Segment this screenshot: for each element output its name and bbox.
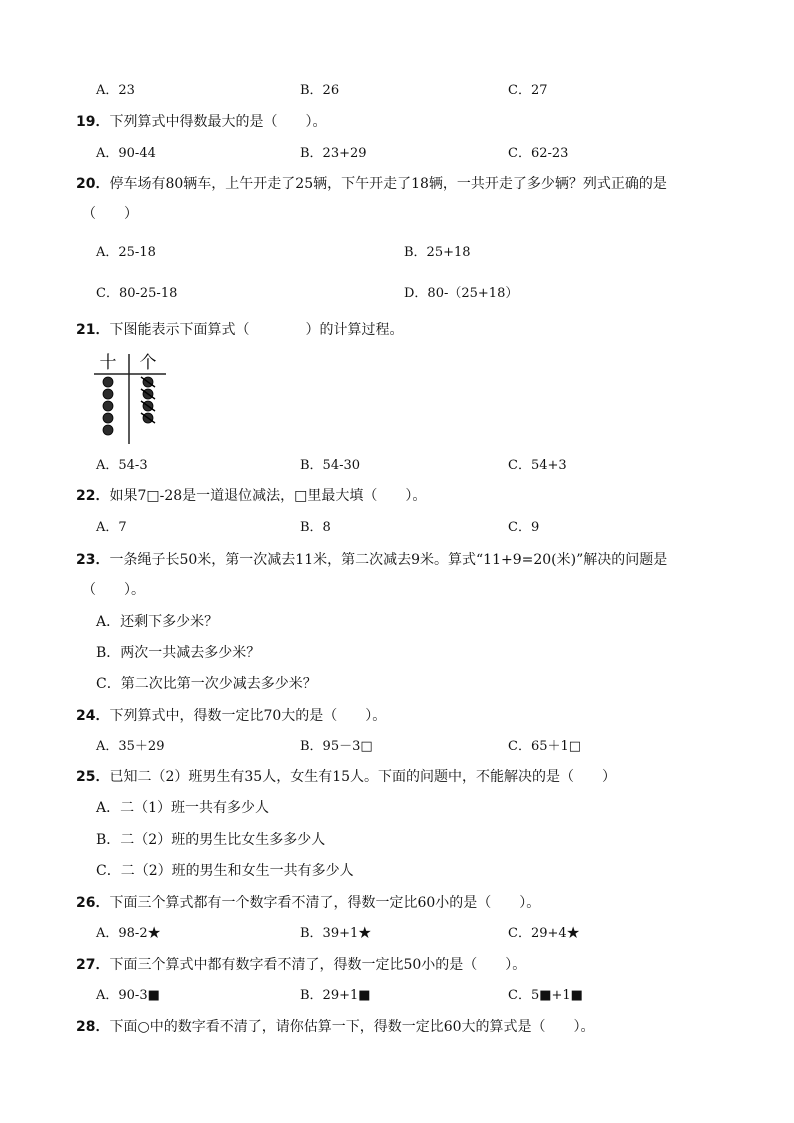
question-26 (76, 892, 540, 914)
question-number: 24． (76, 708, 110, 724)
option-b[interactable]: B．26 (300, 83, 340, 98)
option-b[interactable]: B．29+1■ (300, 988, 371, 1003)
option-b[interactable]: B．39+1★ (300, 926, 372, 941)
question-22 (76, 485, 426, 507)
option-c[interactable]: C．80-25-18 (96, 286, 178, 301)
question-number: 19． (76, 114, 110, 130)
question-text: 下列算式中，得数一定比70大的是（ ）。 (109, 708, 387, 724)
option-a[interactable]: A．35＋29 (96, 739, 165, 754)
option-d[interactable]: D．80-（25+18） (404, 286, 519, 301)
question-number: 23． (76, 552, 110, 568)
option-a[interactable]: A．98-2★ (96, 926, 161, 941)
option-a[interactable]: A．54-3 (96, 458, 148, 473)
option-a[interactable]: A．23 (96, 83, 135, 98)
option-c[interactable]: C．第二次比第一次少减去多少米？ (96, 676, 317, 692)
question-19-options (0, 143, 794, 165)
question-text: 下面三个算式都有一个数字看不清了，得数一定比60小的是（ ）。 (109, 895, 541, 911)
question-text: 一条绳子长50米，第一次减去11米，第二次减去9米。算式“11+9=20(米)”解决的问题是 (109, 552, 668, 568)
tens-bead (103, 401, 113, 411)
option-b[interactable]: B．23+29 (300, 146, 367, 161)
option-c[interactable]: C．29+4★ (508, 926, 580, 941)
question-21-options (0, 455, 794, 477)
option-a[interactable]: A．90-44 (96, 146, 156, 161)
option-b[interactable]: B．二（2）班的男生比女生多多少人 (96, 832, 326, 848)
question-text: 下列算式中得数最大的是（ ）。 (109, 114, 327, 130)
question-20-options-row1 (0, 242, 794, 264)
question-19 (76, 111, 326, 133)
option-a[interactable]: A．还剩下多少米？ (96, 614, 219, 630)
question-25 (76, 766, 616, 788)
question-20 (76, 173, 667, 195)
question-text: 下图能表示下面算式（ ）的计算过程。 (109, 322, 404, 338)
question-23 (76, 549, 667, 571)
question-20-options-row2 (0, 283, 794, 305)
option-b[interactable]: B．95－3□ (300, 739, 373, 754)
question-28 (76, 1016, 595, 1038)
question-24 (76, 705, 386, 727)
tens-label: 十 (99, 353, 117, 373)
question-number: 21． (76, 322, 110, 338)
question-text: 下面○中的数字看不清了，请你估算一下，得数一定比60大的算式是（ ）。 (109, 1019, 595, 1035)
question-20-continued (82, 203, 138, 225)
option-c[interactable]: C．65＋1□ (508, 739, 582, 754)
question-23-continued (82, 579, 145, 601)
option-b[interactable]: B．8 (300, 520, 331, 535)
tens-bead-column (103, 377, 113, 435)
question-number: 25． (76, 769, 110, 785)
question-text: 停车场有80辆车，上午开走了25辆，下午开走了18辆，一共开走了多少辆？列式正确的是 (109, 176, 667, 192)
option-a[interactable]: A．7 (96, 520, 127, 535)
option-a[interactable]: A．二（1）班一共有多少人 (96, 800, 270, 816)
tens-bead (103, 389, 113, 399)
tens-bead (103, 413, 113, 423)
question-text: 下面三个算式中都有数字看不清了，得数一定比50小的是（ ）。 (109, 957, 527, 973)
question-number: 28． (76, 1019, 110, 1035)
question-number: 26． (76, 895, 110, 911)
question-number: 27． (76, 957, 110, 973)
option-c[interactable]: C．27 (508, 83, 548, 98)
counting-frame-diagram (92, 352, 172, 446)
question-27 (76, 954, 526, 976)
option-c[interactable]: C．62-23 (508, 146, 569, 161)
option-b[interactable]: B．25+18 (404, 245, 471, 260)
option-a[interactable]: A．25-18 (96, 245, 156, 260)
question-text: 如果7□-28是一道退位减法，□里最大填（ ）。 (109, 488, 427, 504)
question-24-options (0, 736, 794, 758)
option-c[interactable]: C．二（2）班的男生和女生一共有多少人 (96, 863, 354, 879)
question-number: 20． (76, 176, 110, 192)
question-18-options (0, 80, 794, 102)
question-21 (76, 319, 403, 341)
question-26-options (0, 923, 794, 945)
option-b[interactable]: B．54-30 (300, 458, 361, 473)
answer-blank: （ ） (82, 206, 138, 222)
option-c[interactable]: C．9 (508, 520, 540, 535)
ones-bead-column (141, 377, 155, 423)
answer-blank: （ ）。 (82, 582, 145, 598)
option-c[interactable]: C．54+3 (508, 458, 567, 473)
question-text: 已知二（2）班男生有35人，女生有15人。下面的问题中，不能解决的是（ ） (109, 769, 617, 785)
question-22-options (0, 517, 794, 539)
option-c[interactable]: C．5■+1■ (508, 988, 583, 1003)
tens-bead (103, 377, 113, 387)
tens-bead (103, 425, 113, 435)
question-number: 22． (76, 488, 110, 504)
ones-label: 个 (139, 353, 157, 373)
question-27-options (0, 985, 794, 1007)
option-a[interactable]: A．90-3■ (96, 988, 160, 1003)
option-b[interactable]: B．两次一共减去多少米？ (96, 645, 261, 661)
